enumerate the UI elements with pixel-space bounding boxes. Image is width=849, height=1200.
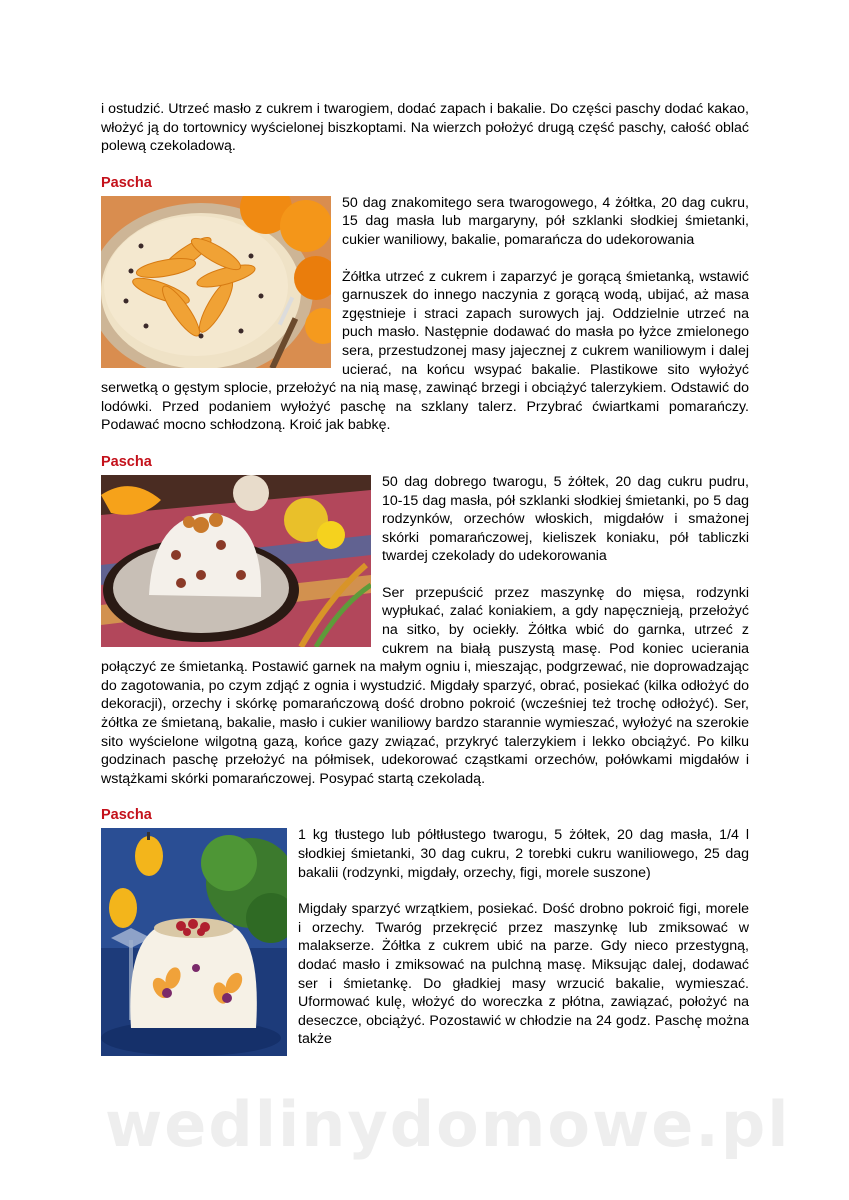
recipe-3: [101, 806, 749, 1049]
recipe-2: [101, 453, 749, 789]
recipe-ingredients: 1 kg tłustego lub półtłustego twarogu, 5 żółtek, 20 dag masła, 1/4 l słodkiej śmietanki, 30 dag cukru, 2 torebki cukru waniliowego, 25 dag bakalii (rodzynki, migdały, orzechy, figi, morele suszone): [298, 827, 749, 881]
recipe-1: [101, 174, 749, 435]
recipe-title: Pascha: [101, 807, 152, 824]
recipe-title: Pascha: [101, 453, 152, 470]
recipe-title: Pascha: [101, 174, 152, 191]
recipe-method: Żółtka utrzeć z cukrem i zaparzyć je gorącą śmietanką, wstawić garnuszek do innego naczynia z gorącą wodą, ubijać, aż masa zgęstnieje i straci zapach surowych jaj. Oddzielnie utrzeć na puch masło. Następnie dodawać do masła po łyżce zmielonego sera, przestudzonej masy jajecznej z cukrem waniliowym i dalej ucierać, na końcu wsypać bakalie. Plastikowe sito wyłożyć serwetką o gęstym splocie, przełożyć na nią masę, zawinąć brzegi i obciążyć talerzykiem. Odstawić do lodówki. Przed podaniem wyłożyć paschę na szklany talerz. Przybrać ćwiartkami pomarańczy. Podawać mocno schłodzoną. Kroić jak babkę.: [101, 268, 749, 434]
document-page: [101, 100, 749, 1058]
pascha-flower-photo: [101, 828, 287, 1056]
watermark: wedlinydomowe.pl: [105, 1088, 791, 1161]
intro-paragraph: i ostudzić. Utrzeć masło z cukrem i twarogiem, dodać zapach i bakalie. Do części paschy dodać kakao, włożyć ją do tortownicy wyścielonej biszkoptami. Na wierzch położyć drugą część paschy, całość oblać polewą czekoladową.: [101, 101, 749, 155]
pascha-orange-photo: [101, 196, 331, 368]
recipe-ingredients: 50 dag dobrego twarogu, 5 żółtek, 20 dag cukru pudru, 10-15 dag masła, pół szklanki słodkiej śmietanki, po 5 dag rodzynków, orzechów włoskich, migdałów i smażonej skórki pomarańczowej, kieliszek koniaku, pół tabliczki twardej czekolady do udekorowania: [382, 473, 749, 565]
recipe-method: Migdały sparzyć wrzątkiem, posiekać. Dość drobno pokroić figi, morele i orzechy. Twaróg przekręcić przez maszynkę lub zmiksować w malakserze. Żółtka z cukrem ubić na parze. Gdy nieco przestygną, dodać masło i zmiksować na pulchną masę. Miksując dalej, dodawać ser i śmietankę. Do gładkiej masy wrzucić bakalie, wymieszać. Uformować kulę, włożyć do woreczka z płótna, zawiązać, położyć na deseczce, obciążyć. Pozostawić w chłodzie na 24 godz. Paschę można także: [298, 901, 749, 1048]
pascha-dome-photo: [101, 475, 371, 647]
recipe-ingredients: 50 dag znakomitego sera twarogowego, 4 żółtka, 20 dag cukru, 15 dag masła lub margaryny, pół szklanki słodkiej śmietanki, cukier waniliowy, bakalie, pomarańcza do udekorowania: [342, 194, 749, 248]
recipe-method: Ser przepuścić przez maszynkę do mięsa, rodzynki wypłukać, zalać koniakiem, a gdy napęcznieją, przełożyć na sitko, by ociekły. Żółtka wbić do garnka, utrzeć z cukrem na białą puszystą masę. Pod koniec ucierania połączyć ze śmietanką. Postawić garnek na małym ogniu i, mieszając, podgrzewać, nie doprowadzając do zagotowania, po czym zdjąć z ognia i wystudzić. Migdały sparzyć, obrać, posiekać (kilka odłożyć do dekoracji), orzechy i skórkę pomarańczową dość drobno pokroić (wcześniej też trochę odłożyć). Ser, żółtka ze śmietaną, bakalie, masło i cukier waniliowy bardzo starannie wymieszać, wyłożyć na szerokie sito wyścielone wilgotną gazą, końce gazy związać, przykryć talerzykiem i lekko obciążyć. Po kilku godzinach paschę przełożyć na półmisek, udekorować cząstkami orzechów, połówkami migdałów i wstążkami skórki pomarańczowej. Posypać startą czekoladą.: [101, 584, 749, 787]
